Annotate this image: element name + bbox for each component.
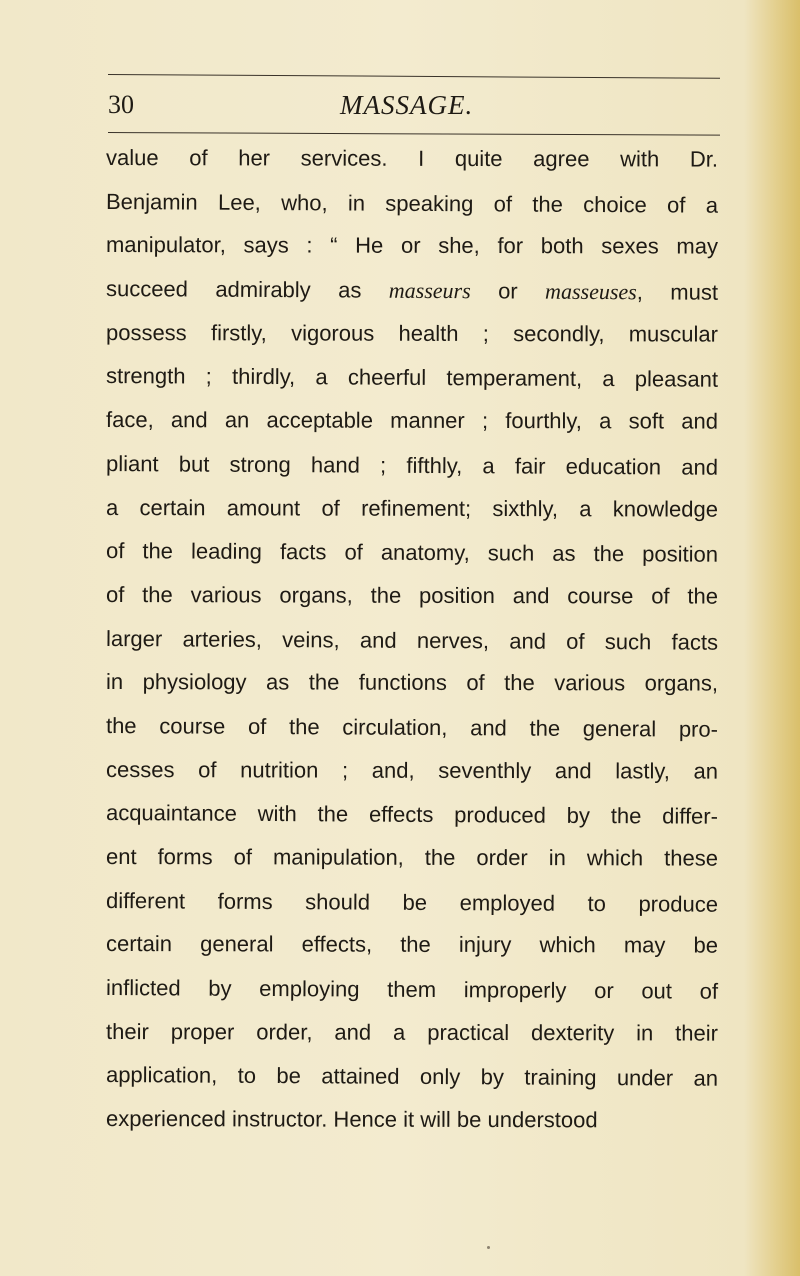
text-line: the course of the circulation, and the general pro- (105, 712, 719, 742)
header-rule-top (108, 74, 720, 79)
text-line: Benjamin Lee, who, in speaking of the choice of a (105, 188, 719, 218)
text-line: pliant but strong hand ; fifthly, a fair education and (105, 450, 719, 480)
text-line: application, to be attained only by training under an (105, 1062, 719, 1092)
text-line: in physiology as the functions of the various organs, (105, 669, 719, 696)
text-line: larger arteries, veins, and nerves, and of such facts (105, 625, 719, 655)
text-line: face, and an acceptable manner ; fourthly, a soft and (105, 407, 719, 434)
text-line: value of her services. I quite agree with Dr. (105, 145, 719, 172)
body-paragraph (106, 136, 718, 1141)
text-line: their proper order, and a practical dexterity in their (105, 1018, 719, 1046)
text-line: ent forms of manipulation, the order in which these (105, 844, 719, 871)
text-line: experienced instructor. Hence it will be understood (105, 1106, 598, 1133)
page-number: 30 (108, 90, 134, 119)
text-line: manipulator, says : “ He or she, for both sexes may (105, 232, 719, 259)
text-line: acquaintance with the effects produced by the differ- (105, 800, 719, 830)
text-line: different forms should be employed to produce (105, 887, 719, 917)
text-line: cesses of nutrition ; and, seventhly and lastly, an (105, 756, 719, 784)
text-line: strength ; thirdly, a cheerful temperament, a pleasant (105, 363, 719, 393)
running-title: MASSAGE. (340, 90, 474, 120)
text-line: certain general effects, the injury which may be (105, 931, 719, 958)
text-line: of the various organs, the position and course of the (105, 581, 719, 609)
text-line: of the leading facts of anatomy, such as the position (105, 538, 719, 567)
text-line: a certain amount of refinement; sixthly, a knowledge (105, 494, 719, 522)
text-line: succeed admirably as masseurs or masseuses, must (105, 276, 719, 305)
text-line: inflicted by employing them improperly or out of (105, 975, 719, 1004)
paper-speck (487, 1246, 490, 1249)
text-line: possess firstly, vigorous health ; secondly, muscular (105, 319, 719, 347)
